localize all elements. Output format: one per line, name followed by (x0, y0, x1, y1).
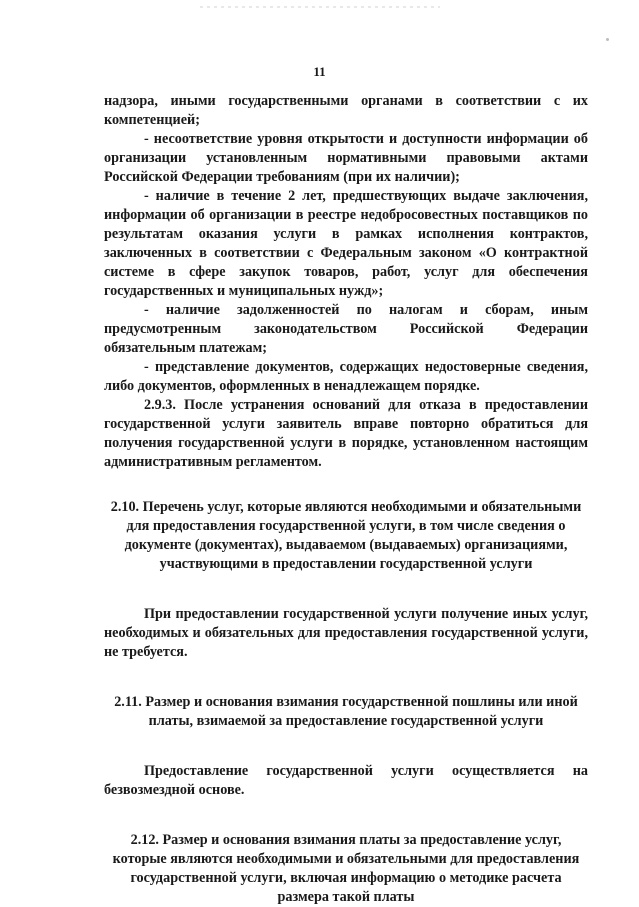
paragraph-continuation: надзора, иными государственными органами в соответствии с их компетенцией; (104, 93, 588, 128)
document-body (104, 92, 588, 907)
paragraph-2-9-3: 2.9.3. После устранения оснований для отказа в предоставлении государственной услуги заявитель вправе повторно обратиться для получения государственной услуги в порядке, установленном настоящим административным регламентом. (104, 397, 588, 470)
section-heading-2-12: 2.12. Размер и основания взимания платы за предоставление услуг, которые являются необходимыми и обязательными для предоставления государственной услуги, включая информацию о методике расчета размера такой платы (112, 832, 580, 905)
page-number: 11 (313, 64, 326, 79)
section-heading-2-10: 2.10. Перечень услуг, которые являются необходимыми и обязательными для предоставления государственной услуги, в том числе сведения о документе (документах), выдаваемом (выдаваемых) организациями, участвующими в предоставлении государственной услуги (110, 499, 582, 572)
section-heading-2-11: 2.11. Размер и основания взимания государственной пошлины или иной платы, взимаемой за предоставление государственной услуги (114, 694, 578, 729)
scan-speck (606, 38, 609, 41)
list-item-registry: - наличие в течение 2 лет, предшествующих выдаче заключения, информации об организации в реестре недобросовестных поставщиков по результатам оказания услуги в рамках исполнения контрактов, заключенных в соответствии с Федеральным законом «О контрактной системе в сфере закупок товаров, работ, услуг для обеспечения государственных и муниципальных нужд»; (104, 188, 588, 299)
scan-artifact (200, 6, 440, 8)
list-item-debts: - наличие задолженностей по налогам и сборам, иным предусмотренным законодательством Российской Федерации обязательным платежам; (104, 302, 588, 356)
section-body-2-10: При предоставлении государственной услуги получение иных услуг, необходимых и обязательных для предоставления государственной услуги, не требуется. (104, 606, 588, 660)
section-body-2-11: Предоставление государственной услуги осуществляется на безвозмездной основе. (104, 763, 588, 798)
list-item-openness: - несоответствие уровня открытости и доступности информации об организации установленным нормативными правовыми актами Российской Федерации требованиям (при их наличии); (104, 131, 588, 185)
list-item-documents: - представление документов, содержащих недостоверные сведения, либо документов, оформленных в ненадлежащем порядке. (104, 359, 588, 394)
